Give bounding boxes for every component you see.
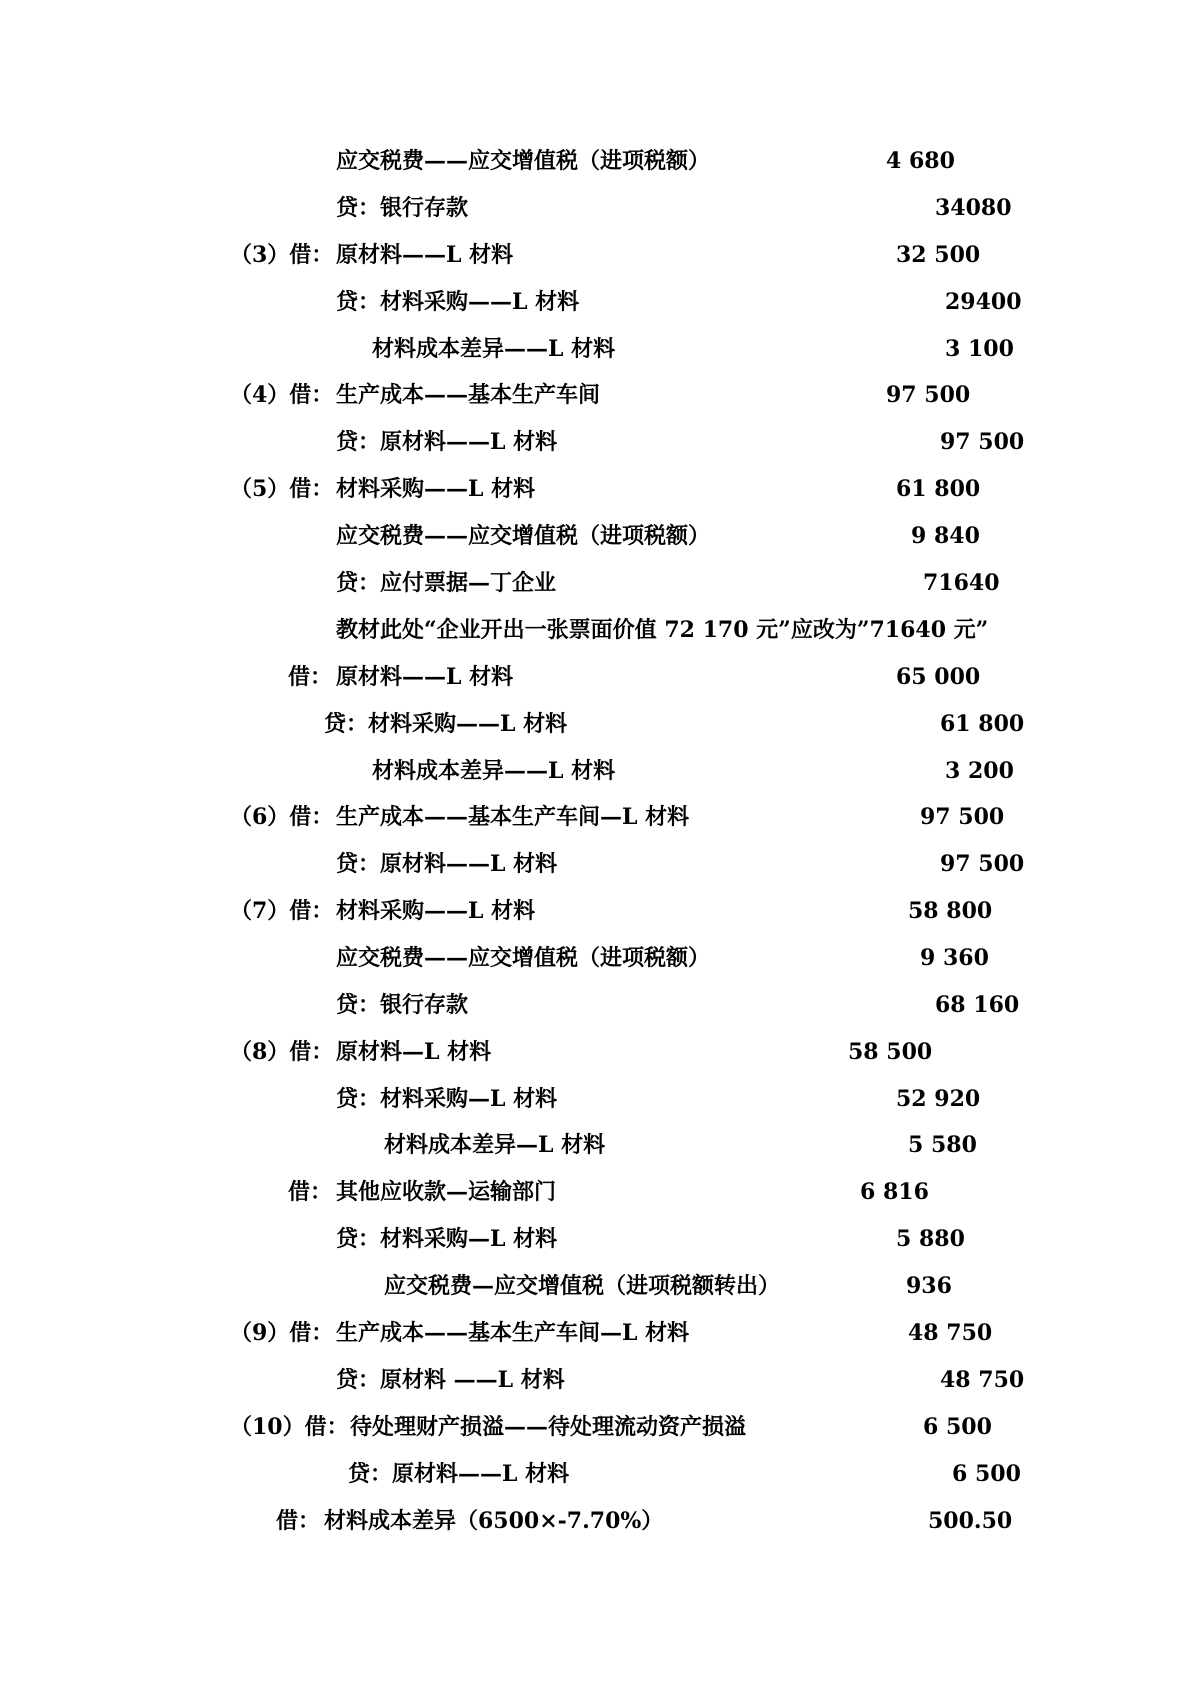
entry-amount: 61 800 bbox=[940, 711, 1025, 737]
entry-amount: 71640 bbox=[923, 570, 1000, 596]
entry-prefix: （9）借： bbox=[230, 1320, 334, 1346]
entry-amount: 52 920 bbox=[896, 1086, 981, 1112]
entry-account: 生产成本——基本生产车间 bbox=[336, 382, 601, 408]
entry-amount: 65 000 bbox=[896, 664, 981, 690]
entry-prefix: （5）借： bbox=[230, 476, 334, 502]
entry-account: 应交税费——应交增值税（进项税额） bbox=[336, 523, 711, 549]
entry-amount: 48 750 bbox=[940, 1367, 1025, 1393]
entry-amount: 29400 bbox=[945, 289, 1022, 315]
journal-entry-line bbox=[0, 469, 1191, 509]
entry-account: 贷：材料采购——L 材料 bbox=[336, 289, 580, 315]
entry-account: 贷：材料采购—L 材料 bbox=[336, 1086, 558, 1112]
entry-amount: 9 840 bbox=[911, 523, 980, 549]
entry-amount: 4 680 bbox=[886, 148, 955, 174]
journal-entry-line bbox=[0, 1079, 1191, 1119]
entry-account: 其他应收款—运输部门 bbox=[336, 1179, 557, 1205]
entry-prefix: （3）借： bbox=[230, 242, 334, 268]
entry-amount: 58 500 bbox=[848, 1039, 933, 1065]
entry-amount: 500.50 bbox=[928, 1508, 1013, 1534]
entry-amount: 3 200 bbox=[945, 758, 1014, 784]
entry-account: 应交税费——应交增值税（进项税额） bbox=[336, 945, 711, 971]
entry-amount: 3 100 bbox=[945, 336, 1014, 362]
journal-entry-line bbox=[0, 985, 1191, 1025]
entry-prefix: （7）借： bbox=[230, 898, 334, 924]
entry-account: 材料成本差异—L 材料 bbox=[384, 1132, 606, 1158]
entry-account: 生产成本——基本生产车间—L 材料 bbox=[336, 1320, 690, 1346]
entry-account: 贷：材料采购—L 材料 bbox=[336, 1226, 558, 1252]
entry-account: 原材料——L 材料 bbox=[336, 664, 514, 690]
entry-prefix: （8）借： bbox=[230, 1039, 334, 1065]
entry-account: 贷：银行存款 bbox=[336, 195, 469, 221]
entry-amount: 97 500 bbox=[940, 429, 1025, 455]
entry-amount: 97 500 bbox=[886, 382, 971, 408]
entry-account: 贷：原材料——L 材料 bbox=[336, 429, 558, 455]
journal-entry-line bbox=[0, 844, 1191, 884]
entry-account: 材料采购——L 材料 bbox=[336, 476, 536, 502]
journal-entry-line bbox=[0, 704, 1191, 744]
journal-entry-line bbox=[0, 235, 1191, 275]
entry-prefix: （10）借： bbox=[230, 1414, 349, 1440]
entry-prefix: 借： bbox=[276, 1508, 321, 1534]
journal-entry-line bbox=[0, 375, 1191, 415]
entry-account: 贷：银行存款 bbox=[336, 992, 469, 1018]
journal-entry-line bbox=[0, 1454, 1191, 1494]
journal-entry-line bbox=[0, 188, 1191, 228]
entry-amount: 936 bbox=[906, 1273, 952, 1299]
entry-account: 材料成本差异——L 材料 bbox=[372, 758, 616, 784]
journal-entry-line bbox=[0, 1407, 1191, 1447]
entry-amount: 5 880 bbox=[896, 1226, 965, 1252]
entry-amount: 97 500 bbox=[920, 804, 1005, 830]
entry-account: 贷：应付票据—丁企业 bbox=[336, 570, 557, 596]
entry-account: 原材料—L 材料 bbox=[336, 1039, 492, 1065]
entry-prefix: （4）借： bbox=[230, 382, 334, 408]
journal-entry-line bbox=[0, 1313, 1191, 1353]
entry-amount: 9 360 bbox=[920, 945, 989, 971]
entry-amount: 6 500 bbox=[923, 1414, 992, 1440]
journal-note-line bbox=[0, 610, 1191, 650]
entry-amount: 58 800 bbox=[908, 898, 993, 924]
entry-amount: 5 580 bbox=[908, 1132, 977, 1158]
entry-amount: 68 160 bbox=[935, 992, 1020, 1018]
entry-account: 材料成本差异（6500×-7.70%） bbox=[324, 1508, 664, 1534]
entry-account: 贷：原材料——L 材料 bbox=[336, 851, 558, 877]
journal-entry-line bbox=[0, 751, 1191, 791]
entry-account: 生产成本——基本生产车间—L 材料 bbox=[336, 804, 690, 830]
journal-entry-line bbox=[0, 516, 1191, 556]
journal-entry-line bbox=[0, 282, 1191, 322]
journal-entry-line bbox=[0, 1266, 1191, 1306]
entry-amount: 32 500 bbox=[896, 242, 981, 268]
entry-account: 材料成本差异——L 材料 bbox=[372, 336, 616, 362]
entry-prefix: 借： bbox=[288, 1179, 333, 1205]
journal-entry-line bbox=[0, 1360, 1191, 1400]
entry-account: 待处理财产损溢——待处理流动资产损溢 bbox=[350, 1414, 747, 1440]
journal-entry-line bbox=[0, 1032, 1191, 1072]
entry-amount: 34080 bbox=[935, 195, 1012, 221]
journal-entry-line bbox=[0, 422, 1191, 462]
entry-account: 材料采购——L 材料 bbox=[336, 898, 536, 924]
journal-entry-line bbox=[0, 938, 1191, 978]
journal-entry-line bbox=[0, 1125, 1191, 1165]
journal-entry-line bbox=[0, 891, 1191, 931]
entry-prefix: （6）借： bbox=[230, 804, 334, 830]
correction-note: 教材此处“企业开出一张票面价值 72 170 元”应改为”71640 元” bbox=[336, 617, 989, 643]
journal-entry-line bbox=[0, 563, 1191, 603]
entry-account: 原材料——L 材料 bbox=[336, 242, 514, 268]
entry-amount: 6 816 bbox=[860, 1179, 929, 1205]
entry-account: 应交税费—应交增值税（进项税额转出） bbox=[384, 1273, 781, 1299]
journal-entry-line bbox=[0, 1172, 1191, 1212]
journal-entry-line bbox=[0, 141, 1191, 181]
journal-entry-line bbox=[0, 657, 1191, 697]
entry-account: 贷：原材料——L 材料 bbox=[348, 1461, 570, 1487]
entry-amount: 6 500 bbox=[952, 1461, 1021, 1487]
journal-entry-line bbox=[0, 1219, 1191, 1259]
journal-entry-line bbox=[0, 1501, 1191, 1541]
entry-prefix: 借： bbox=[288, 664, 333, 690]
entry-account: 贷：材料采购——L 材料 bbox=[324, 711, 568, 737]
journal-entry-line bbox=[0, 797, 1191, 837]
entry-account: 应交税费——应交增值税（进项税额） bbox=[336, 148, 711, 174]
journal-entry-line bbox=[0, 329, 1191, 369]
entry-account: 贷：原材料 ——L 材料 bbox=[336, 1367, 565, 1393]
entry-amount: 48 750 bbox=[908, 1320, 993, 1346]
entry-amount: 61 800 bbox=[896, 476, 981, 502]
entry-amount: 97 500 bbox=[940, 851, 1025, 877]
